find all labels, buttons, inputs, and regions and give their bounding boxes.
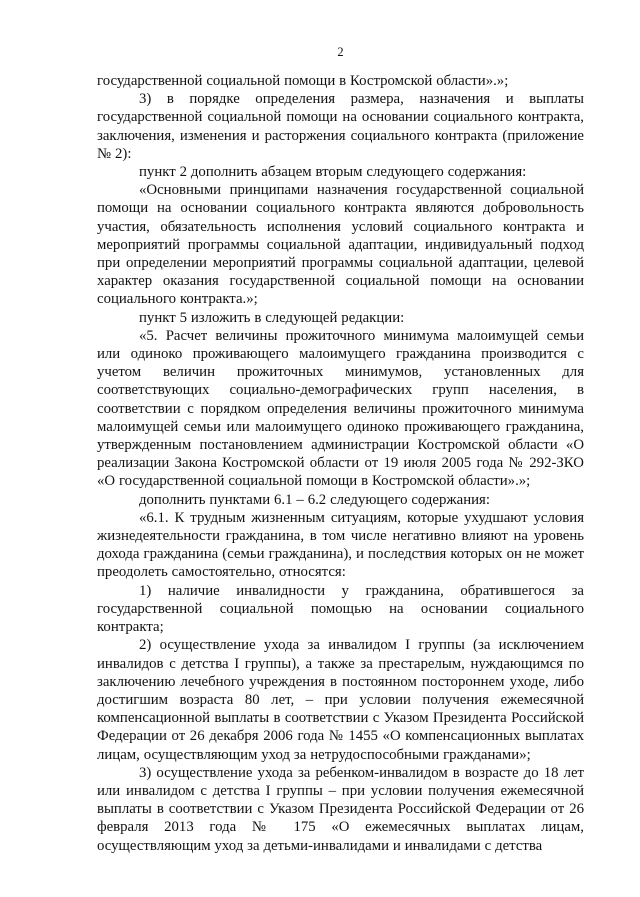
- paragraph-point-5-amend: пункт 5 изложить в следующей редакции:: [139, 309, 405, 326]
- paragraph-points-6-amend: дополнить пунктами 6.1 – 6.2 следующего содержания:: [139, 491, 490, 508]
- paragraph-principles-quote: «Основными принципами назначения государственной социальной помощи на основании социального контракта являются добровольность участия, обязательность исполнения условий социального контракта и мероприятий программы социальной адаптации, индивидуальный подход при определении мероприятий программы социальной адаптации, целевой характер оказания государственной социальной помощи на основании социального контракта.»;: [97, 182, 584, 308]
- paragraph-point-2-amend: пункт 2 дополнить абзацем вторым следующего содержания:: [139, 164, 527, 181]
- page-number: 2: [337, 45, 344, 59]
- paragraph-continuation: государственной социальной помощи в Костромской области».»;: [97, 73, 509, 89]
- paragraph-subitem-3: 3) осуществление ухода за ребенком-инвалидом в возрасте до 18 лет или инвалидом с детства I группы – при условии получения ежемесячной выплаты в соответствии с Указом Президента Российской Федерации от 26 февраля 2013 года № 175 «О ежемесячных выплатах лицам, осуществляющим уход за детьми-инвалидами и инвалидами с детства: [97, 764, 584, 854]
- paragraph-item-3-order: 3) в порядке определения размера, назначения и выплаты государственной социальной помощи на основании социального контракта, заключения, изменения и расторжения социального контракта (приложение № 2):: [97, 91, 584, 162]
- paragraph-subitem-2: 2) осуществление ухода за инвалидом I группы (за исключением инвалидов с детства I группы), а также за престарелым, нуждающимся по заключению лечебного учреждения в постоянном постороннем уходе, либо достигшим возраста 80 лет, – при условии получения ежемесячной компенсационной выплаты в соответствии с Указом Президента Российской Федерации от 26 декабря 2006 года № 1455 «О компенсационных выплатах лицам, осуществляющим уход за нетрудоспособными гражданами»;: [97, 637, 584, 763]
- paragraph-subitem-1: 1) наличие инвалидности у гражданина, обратившегося за государственной социальной помощью на основании социального контракта;: [97, 582, 584, 636]
- paragraph-point-5-text: «5. Расчет величины прожиточного минимума малоимущей семьи или одиноко проживающего малоимущего гражданина производится с учетом величин прожиточных минимумов, установленных для соответствующих социально-демографических групп населения, в соответствии с порядком определения величины прожиточного минимума малоимущей семьи или малоимущего одиноко проживающего гражданина, утвержденным постановлением администрации Костромской области «О реализации Закона Костромской области от 19 июля 2005 года № 292-ЗКО «О государственной социальной помощи в Костромской области».»;: [97, 327, 584, 490]
- paragraph-point-6-1-text: «6.1. К трудным жизненным ситуациям, которые ухудшают условия жизнедеятельности гражданина, в том числе негативно влияют на уровень дохода гражданина (семьи гражданина), и последствия которых он не может преодолеть самостоятельно, относятся:: [97, 509, 584, 581]
